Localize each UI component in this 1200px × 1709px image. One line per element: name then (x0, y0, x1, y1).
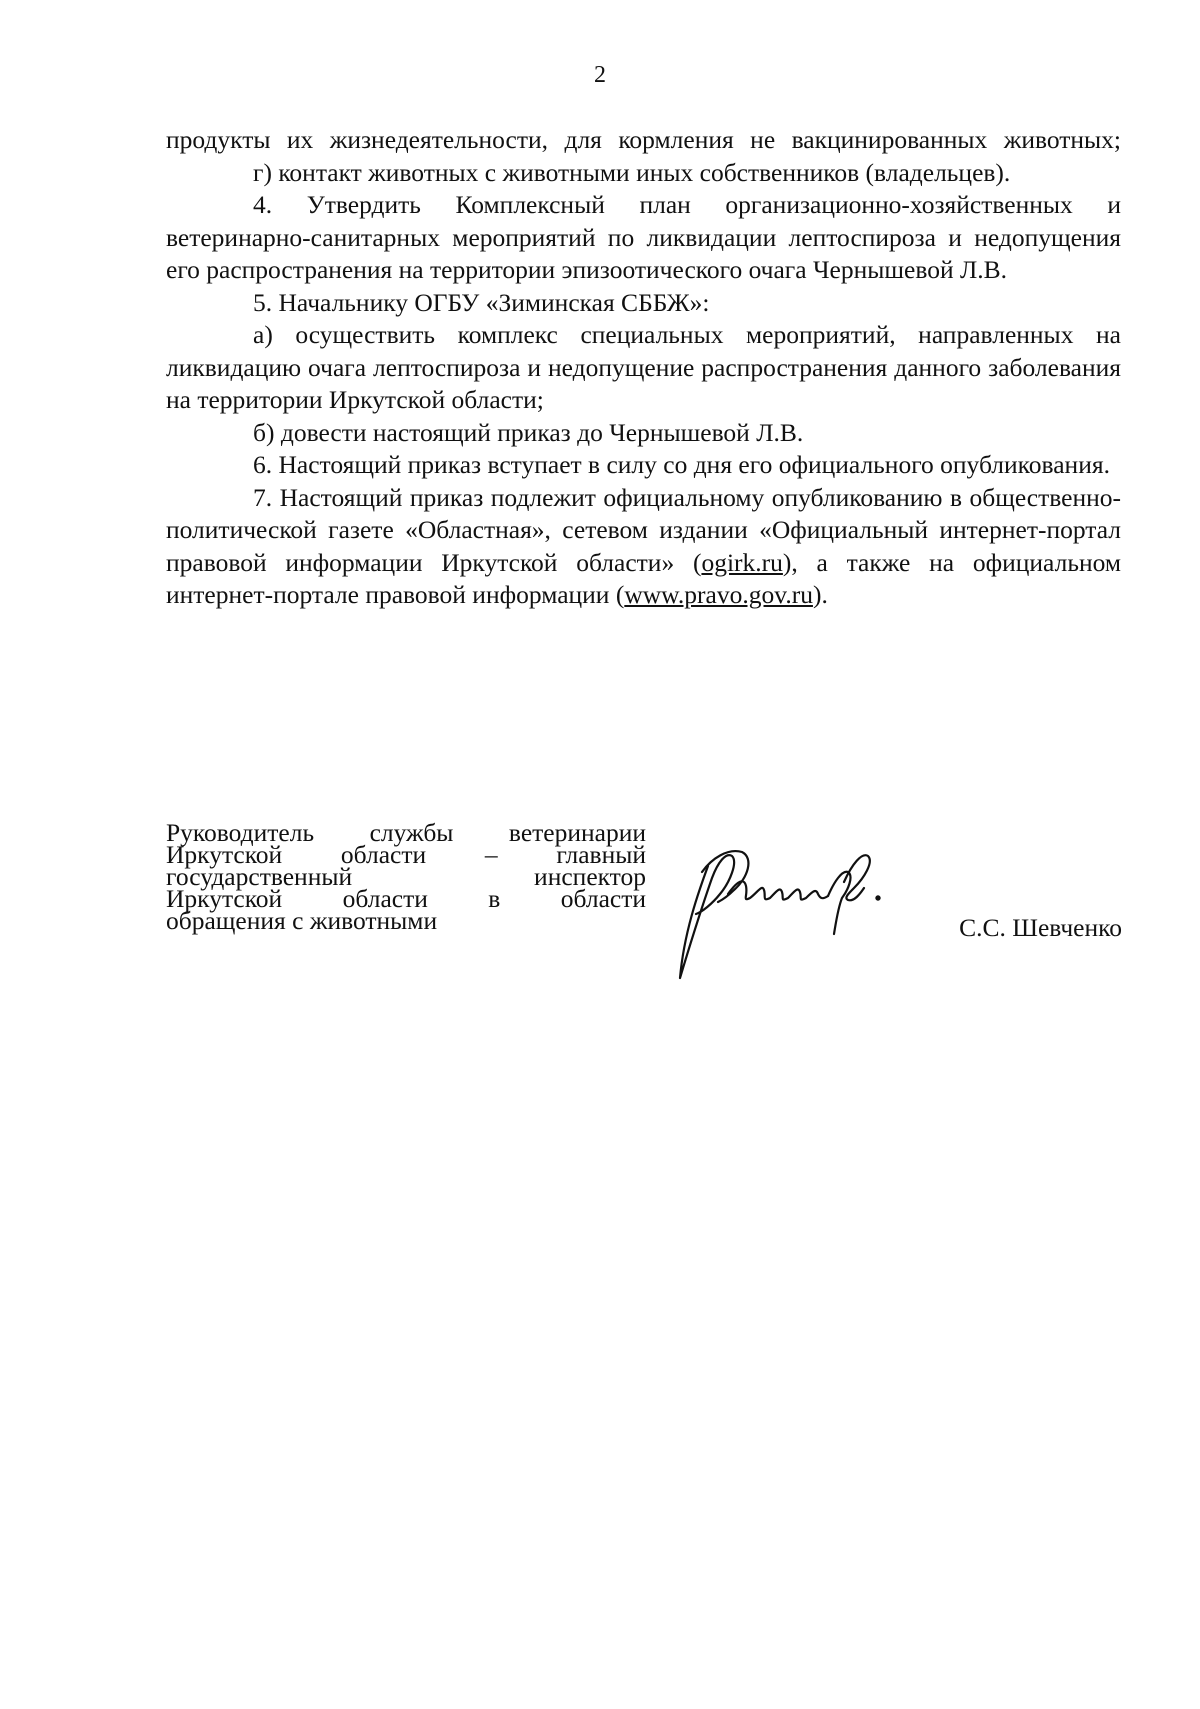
pravo-gov-link[interactable]: www.pravo.gov.ru (624, 580, 813, 609)
position-line-2: Иркутской области – главный (166, 840, 646, 869)
paragraph-7-text-2: ), а также на официальном интернет-портале правовой информации ( (166, 547, 1121, 609)
paragraph-7-text-3: ). (812, 580, 828, 609)
ogirk-link[interactable]: ogirk.ru (701, 547, 783, 577)
paragraph-7-text-1: 7. Настоящий приказ подлежит официальному опубликованию в общественно-политической газете «Областная», сетевом издании «Официальный интернет-портал правовой информации Иркутской области» ( (166, 482, 1121, 577)
position-line-3: государственный инспектор (166, 862, 646, 891)
document-body (166, 124, 1121, 612)
position-line-5: обращения с животными (166, 906, 438, 935)
paragraph-5b: б) довести настоящий приказ до Чернышевой Л.В. (253, 417, 804, 447)
paragraph-3g: г) контакт животных с животными иных собственников (владельцев). (253, 157, 1011, 187)
signatory-position (166, 818, 646, 935)
paragraph-6: 6. Настоящий приказ вступает в силу со дня его официального опубликования. (253, 450, 1110, 479)
paragraph-5: 5. Начальнику ОГБУ «Зиминская СББЖ»: (253, 287, 710, 317)
handwritten-signature-icon (672, 838, 932, 988)
signer-name: С.С. Шевченко (959, 913, 1122, 942)
position-line-1: Руководитель службы ветеринарии (166, 818, 646, 847)
paragraph-7 (166, 482, 1121, 612)
paragraph-4: 4. Утвердить Комплексный план организационно-хозяйственных и ветеринарно-санитарных мероприятий по ликвидации лептоспироза и недопущения его распространения на территории эпизоотического очага Чернышевой Л.В. (166, 190, 1121, 284)
position-line-4: Иркутской области в области (166, 884, 646, 913)
paragraph-5a: а) осуществить комплекс специальных мероприятий, направленных на ликвидацию очага лептоспироза и недопущение распространения данного заболевания на территории Иркутской области; (166, 320, 1121, 414)
page-number: 2 (594, 62, 606, 88)
paragraph-3v-continuation: продукты их жизнедеятельности, для кормления не вакцинированных животных; (166, 125, 1121, 154)
